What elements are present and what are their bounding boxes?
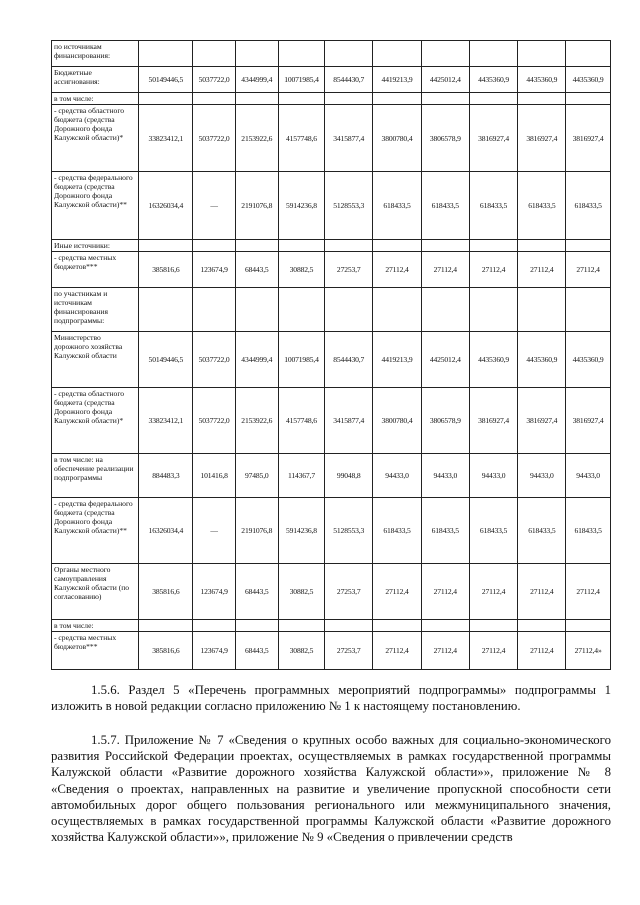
value-cell: 30882,5	[278, 632, 325, 670]
value-cell: 27112,4	[469, 564, 518, 620]
value-cell: 27112,4	[566, 252, 611, 288]
value-cell: 618433,5	[421, 172, 469, 240]
value-cell	[518, 288, 566, 332]
value-cell: 101416,8	[193, 454, 236, 498]
value-cell: 5128553,3	[325, 498, 373, 564]
value-cell	[421, 240, 469, 252]
value-cell: 385816,6	[139, 252, 193, 288]
paragraph-text: 1.5.6. Раздел 5 «Перечень программных мероприятий подпрограммы» подпрограммы 1 изложить в новой редакции согласно приложению № 1 к настоящему постановлению.	[51, 683, 611, 714]
value-cell: 94433,0	[469, 454, 518, 498]
value-cell: 94433,0	[421, 454, 469, 498]
value-cell: 8544430,7	[325, 332, 373, 388]
value-cell	[278, 41, 325, 67]
value-cell: 27112,4	[373, 632, 422, 670]
paragraph-text: 1.5.7. Приложение № 7 «Сведения о крупных особо важных для социально-экономического развития Российской Федерации проектах, осуществляемых в рамках государственной программы Калужской области «Развитие дорожного хозяйства Калужской области»», приложение № 8 «Сведения о проектах, направленных на развитие и увеличение пропускной способности сети автомобильных дорог общего пользования регионального или межмуниципального значения, осуществляемых в рамках государственной программы Калужской области «Развитие дорожного хозяйства Калужской области»», приложение № 9 «Сведения о привлечении средств	[51, 733, 611, 845]
row-label: - средства местных бюджетов***	[52, 252, 139, 288]
table-row	[52, 332, 611, 388]
value-cell	[139, 288, 193, 332]
table-row	[52, 240, 611, 252]
value-cell: 385816,6	[139, 632, 193, 670]
value-cell	[518, 93, 566, 105]
value-cell: 123674,9	[193, 632, 236, 670]
row-label: - средства местных бюджетов***	[52, 632, 139, 670]
value-cell	[421, 620, 469, 632]
value-cell: 94433,0	[518, 454, 566, 498]
table-row	[52, 288, 611, 332]
value-cell	[325, 41, 373, 67]
value-cell	[325, 620, 373, 632]
value-cell: 618433,5	[421, 498, 469, 564]
row-label: в том числе: на обеспечение реализации подпрограммы	[52, 454, 139, 498]
value-cell	[518, 620, 566, 632]
value-cell: 618433,5	[469, 498, 518, 564]
value-cell: 4425012,4	[421, 332, 469, 388]
value-cell: 123674,9	[193, 252, 236, 288]
value-cell: 50149446,5	[139, 332, 193, 388]
value-cell: 3806578,9	[421, 388, 469, 454]
value-cell	[518, 41, 566, 67]
value-cell	[566, 620, 611, 632]
value-cell: 3415877,4	[325, 105, 373, 172]
value-cell: 4435360,9	[566, 332, 611, 388]
value-cell	[373, 41, 422, 67]
value-cell	[193, 41, 236, 67]
table-body	[52, 41, 611, 670]
value-cell: 3415877,4	[325, 388, 373, 454]
value-cell: 4435360,9	[518, 67, 566, 93]
value-cell	[469, 288, 518, 332]
table-row	[52, 498, 611, 564]
value-cell: 2191076,8	[235, 498, 278, 564]
value-cell	[421, 93, 469, 105]
value-cell	[235, 240, 278, 252]
value-cell: 27112,4	[421, 252, 469, 288]
value-cell	[235, 288, 278, 332]
value-cell: 27112,4»	[566, 632, 611, 670]
value-cell	[325, 288, 373, 332]
value-cell: 4344999,4	[235, 67, 278, 93]
value-cell	[139, 240, 193, 252]
row-label: - средства федерального бюджета (средства Дорожного фонда Калужской области)**	[52, 498, 139, 564]
value-cell	[469, 41, 518, 67]
value-cell	[235, 620, 278, 632]
value-cell: 27112,4	[421, 632, 469, 670]
value-cell	[139, 620, 193, 632]
value-cell: 10071985,4	[278, 67, 325, 93]
value-cell: 2153922,6	[235, 388, 278, 454]
row-label: Иные источники:	[52, 240, 139, 252]
value-cell: 30882,5	[278, 252, 325, 288]
value-cell: 3816927,4	[566, 105, 611, 172]
table-row	[52, 388, 611, 454]
value-cell: 3816927,4	[469, 105, 518, 172]
value-cell: 94433,0	[566, 454, 611, 498]
value-cell	[566, 93, 611, 105]
value-cell: 5037722,0	[193, 388, 236, 454]
value-cell: 27112,4	[518, 564, 566, 620]
value-cell: 27112,4	[566, 564, 611, 620]
value-cell	[373, 93, 422, 105]
table-row	[52, 93, 611, 105]
value-cell	[325, 93, 373, 105]
value-cell: 27112,4	[373, 564, 422, 620]
value-cell: 4435360,9	[518, 332, 566, 388]
value-cell: 4425012,4	[421, 67, 469, 93]
row-label: в том числе:	[52, 620, 139, 632]
paragraph-1-5-7	[51, 732, 611, 845]
value-cell: 5037722,0	[193, 332, 236, 388]
table-row	[52, 172, 611, 240]
value-cell	[278, 288, 325, 332]
value-cell: 27112,4	[469, 632, 518, 670]
value-cell: 4157748,6	[278, 388, 325, 454]
value-cell: 3800780,4	[373, 105, 422, 172]
paragraph-1-5-6	[51, 682, 611, 714]
value-cell: 30882,5	[278, 564, 325, 620]
table-row	[52, 41, 611, 67]
value-cell: 4344999,4	[235, 332, 278, 388]
value-cell: 68443,5	[235, 632, 278, 670]
value-cell: 4435360,9	[566, 67, 611, 93]
row-label: по источникам финансирования:	[52, 41, 139, 67]
row-label: в том числе:	[52, 93, 139, 105]
funding-table	[51, 40, 611, 670]
value-cell: 27112,4	[469, 252, 518, 288]
value-cell: 5037722,0	[193, 67, 236, 93]
value-cell: 618433,5	[518, 498, 566, 564]
value-cell: 27112,4	[518, 252, 566, 288]
value-cell: 618433,5	[373, 172, 422, 240]
value-cell: —	[193, 172, 236, 240]
value-cell	[373, 288, 422, 332]
value-cell	[193, 620, 236, 632]
value-cell: 94433,0	[373, 454, 422, 498]
value-cell	[373, 620, 422, 632]
table-row	[52, 620, 611, 632]
value-cell: 50149446,5	[139, 67, 193, 93]
value-cell: 27112,4	[373, 252, 422, 288]
value-cell	[235, 41, 278, 67]
value-cell: 27112,4	[421, 564, 469, 620]
value-cell: 884483,3	[139, 454, 193, 498]
value-cell: 3806578,9	[421, 105, 469, 172]
value-cell: 5914236,8	[278, 498, 325, 564]
value-cell: 27253,7	[325, 632, 373, 670]
value-cell	[139, 93, 193, 105]
value-cell: 618433,5	[373, 498, 422, 564]
value-cell: —	[193, 498, 236, 564]
value-cell: 2191076,8	[235, 172, 278, 240]
value-cell: 33823412,1	[139, 105, 193, 172]
value-cell: 5037722,0	[193, 105, 236, 172]
value-cell: 33823412,1	[139, 388, 193, 454]
value-cell	[193, 288, 236, 332]
value-cell: 3816927,4	[469, 388, 518, 454]
value-cell: 8544430,7	[325, 67, 373, 93]
row-label: - средства областного бюджета (средства Дорожного фонда Калужской области)*	[52, 105, 139, 172]
table-row	[52, 67, 611, 93]
value-cell	[325, 240, 373, 252]
table-row	[52, 632, 611, 670]
row-label: Органы местного самоуправления Калужской области (по согласованию)	[52, 564, 139, 620]
row-label: - средства федерального бюджета (средства Дорожного фонда Калужской области)**	[52, 172, 139, 240]
value-cell: 4157748,6	[278, 105, 325, 172]
value-cell	[373, 240, 422, 252]
value-cell	[193, 240, 236, 252]
value-cell: 27112,4	[518, 632, 566, 670]
value-cell: 2153922,6	[235, 105, 278, 172]
value-cell: 3816927,4	[566, 388, 611, 454]
row-label: - средства областного бюджета (средства Дорожного фонда Калужской области)*	[52, 388, 139, 454]
value-cell: 3816927,4	[518, 388, 566, 454]
value-cell: 27253,7	[325, 252, 373, 288]
table-row	[52, 105, 611, 172]
value-cell: 97485,0	[235, 454, 278, 498]
value-cell: 27253,7	[325, 564, 373, 620]
table-row	[52, 252, 611, 288]
value-cell: 618433,5	[518, 172, 566, 240]
table-row	[52, 454, 611, 498]
row-label: Министерство дорожного хозяйства Калужской области	[52, 332, 139, 388]
value-cell	[278, 93, 325, 105]
value-cell: 618433,5	[566, 172, 611, 240]
value-cell: 68443,5	[235, 564, 278, 620]
value-cell	[469, 240, 518, 252]
value-cell: 99048,8	[325, 454, 373, 498]
value-cell: 4419213,9	[373, 332, 422, 388]
value-cell: 5128553,3	[325, 172, 373, 240]
value-cell: 385816,6	[139, 564, 193, 620]
value-cell	[421, 41, 469, 67]
value-cell	[193, 93, 236, 105]
value-cell	[421, 288, 469, 332]
value-cell: 16326034,4	[139, 172, 193, 240]
value-cell: 3816927,4	[518, 105, 566, 172]
value-cell	[235, 93, 278, 105]
value-cell	[469, 620, 518, 632]
value-cell	[278, 620, 325, 632]
value-cell: 3800780,4	[373, 388, 422, 454]
row-label: Бюджетные ассигнования:	[52, 67, 139, 93]
value-cell: 68443,5	[235, 252, 278, 288]
value-cell: 618433,5	[469, 172, 518, 240]
value-cell: 114367,7	[278, 454, 325, 498]
value-cell: 123674,9	[193, 564, 236, 620]
value-cell	[566, 41, 611, 67]
value-cell	[139, 41, 193, 67]
row-label: по участникам и источникам финансирования подпрограммы:	[52, 288, 139, 332]
value-cell: 618433,5	[566, 498, 611, 564]
value-cell	[278, 240, 325, 252]
value-cell: 16326034,4	[139, 498, 193, 564]
value-cell	[566, 240, 611, 252]
value-cell	[469, 93, 518, 105]
value-cell: 5914236,8	[278, 172, 325, 240]
value-cell: 10071985,4	[278, 332, 325, 388]
value-cell	[518, 240, 566, 252]
value-cell: 4435360,9	[469, 67, 518, 93]
value-cell: 4419213,9	[373, 67, 422, 93]
value-cell	[566, 288, 611, 332]
table-row	[52, 564, 611, 620]
value-cell: 4435360,9	[469, 332, 518, 388]
